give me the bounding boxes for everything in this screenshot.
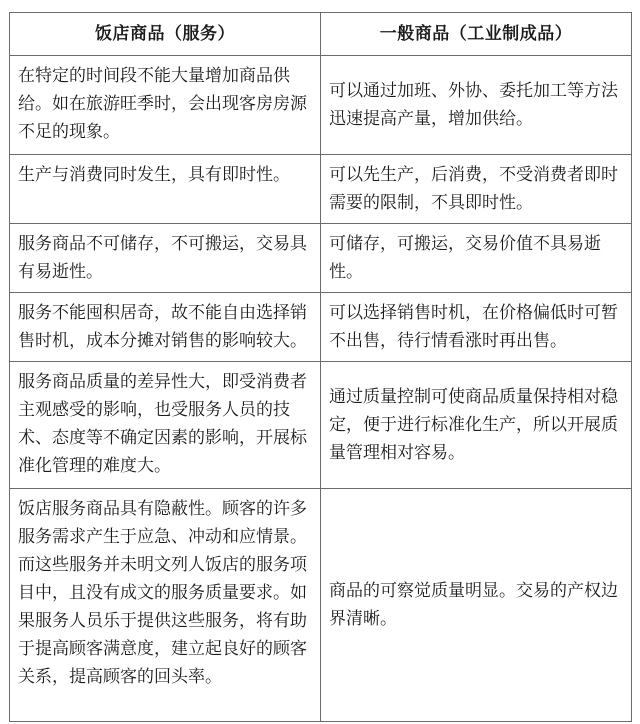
header-hotel-goods: 饭店商品（服务）	[10, 13, 321, 56]
table-header-row	[10, 13, 632, 56]
comparison-table	[9, 12, 632, 722]
table-row	[10, 224, 632, 293]
table-row	[10, 155, 632, 224]
header-general-goods: 一般商品（工业制成品）	[321, 13, 632, 56]
table-row	[10, 293, 632, 362]
hotel-goods-cell: 在特定的时间段不能大量增加商品供给。如在旅游旺季时，会出现客房房源不足的现象。	[10, 56, 321, 155]
hotel-goods-cell: 服务不能囤积居奇，故不能自由选择销售时机，成本分摊对销售的影响较大。	[10, 293, 321, 362]
general-goods-cell: 可以选择销售时机，在价格偏低时可暂不出售，待行情看涨时再出售。	[321, 293, 632, 362]
general-goods-cell: 通过质量控制可使商品质量保持相对稳定，便于进行标准化生产，所以开展质量管理相对容易。	[321, 362, 632, 489]
hotel-goods-cell: 服务商品质量的差异性大，即受消费者主观感受的影响，也受服务人员的技术、态度等不确定因素的影响，开展标准化管理的难度大。	[10, 362, 321, 489]
general-goods-cell: 可以通过加班、外协、委托加工等方法迅速提高产量，增加供给。	[321, 56, 632, 155]
hotel-goods-cell: 饭店服务商品具有隐蔽性。顾客的许多服务需求产生于应急、冲动和应情景。而这些服务并未明文列人饭店的服务项目中，且没有成文的服务质量要求。如果服务人员乐于提供这些服务，将有助于提高顾客满意度，建立起良好的顾客关系，提高顾客的回头率。	[10, 489, 321, 722]
hotel-goods-cell: 服务商品不可储存，不可搬运，交易具有易逝性。	[10, 224, 321, 293]
hotel-goods-cell: 生产与消费同时发生，具有即时性。	[10, 155, 321, 224]
general-goods-cell: 可以先生产，后消费，不受消费者即时需要的限制，不具即时性。	[321, 155, 632, 224]
general-goods-cell: 商品的可察觉质量明显。交易的产权边界清晰。	[321, 489, 632, 722]
general-goods-cell: 可储存，可搬运，交易价值不具易逝性。	[321, 224, 632, 293]
table-row	[10, 362, 632, 489]
comparison-table-container	[9, 12, 631, 722]
table-row	[10, 489, 632, 722]
table-row	[10, 56, 632, 155]
